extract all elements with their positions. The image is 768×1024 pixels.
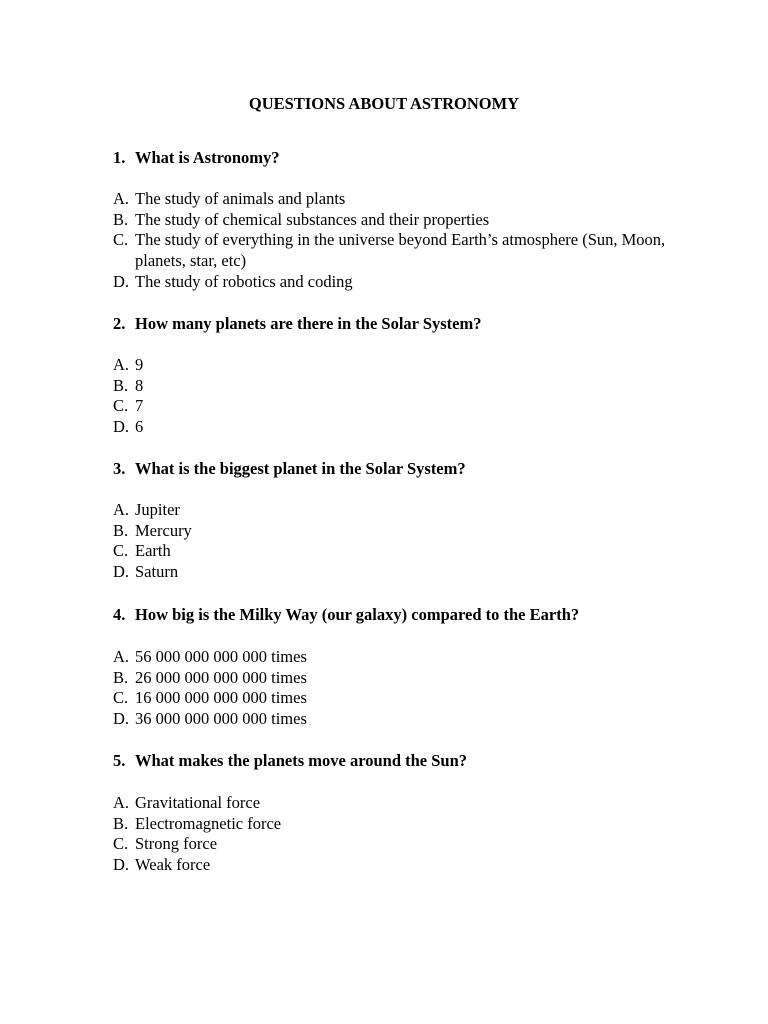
question-3-options <box>113 500 673 583</box>
option-letter: B. <box>113 520 129 540</box>
option-letter: A. <box>113 647 130 666</box>
question-4-options <box>113 647 673 730</box>
option-text: The study of animals and plants <box>135 189 346 208</box>
option-letter: D. <box>113 709 130 729</box>
option-item <box>113 210 673 231</box>
option-text: Mercury <box>135 520 192 540</box>
option-text: The study of robotics and coding <box>135 271 353 291</box>
option-item <box>113 834 673 855</box>
question-number: 4. <box>113 605 126 624</box>
option-letter: D. <box>113 855 130 875</box>
option-text: Weak force <box>135 855 211 875</box>
option-letter: B. <box>113 209 129 229</box>
option-text: Saturn <box>135 562 179 582</box>
question-number: 2. <box>113 314 126 333</box>
question-2-options <box>113 355 673 438</box>
question-5-options <box>113 793 673 876</box>
option-text: Strong force <box>135 834 218 854</box>
option-letter: B. <box>113 667 129 687</box>
option-item <box>113 355 673 376</box>
option-text: 6 <box>135 417 144 437</box>
option-item <box>113 855 673 876</box>
option-letter: D. <box>113 562 130 582</box>
option-letter: D. <box>113 417 130 437</box>
option-item <box>113 709 673 730</box>
option-text: 16 000 000 000 000 times <box>135 688 307 708</box>
option-text: Electromagnetic force <box>135 813 282 833</box>
option-item <box>113 521 673 542</box>
option-item <box>113 793 673 814</box>
option-letter: D. <box>113 271 130 291</box>
option-item <box>113 230 673 271</box>
question-5 <box>113 751 713 771</box>
question-1 <box>113 148 713 168</box>
option-letter: C. <box>113 834 129 854</box>
question-text: What is the biggest planet in the Solar System? <box>135 459 466 478</box>
option-letter: A. <box>113 189 130 208</box>
option-item <box>113 562 673 583</box>
question-1-options <box>113 189 673 293</box>
question-2 <box>113 314 713 334</box>
question-text: How big is the Milky Way (our galaxy) compared to the Earth? <box>135 605 580 624</box>
option-letter: C. <box>113 541 129 561</box>
question-number: 3. <box>113 459 126 478</box>
option-item <box>113 396 673 417</box>
option-letter: B. <box>113 375 129 395</box>
option-text: 8 <box>135 375 144 395</box>
option-letter: A. <box>113 793 130 812</box>
option-text: 9 <box>135 355 144 374</box>
question-text: What makes the planets move around the Sun? <box>135 751 468 770</box>
option-item <box>113 688 673 709</box>
option-letter: C. <box>113 396 129 416</box>
page-title: QUESTIONS ABOUT ASTRONOMY <box>248 94 520 113</box>
option-item <box>113 814 673 835</box>
option-text: The study of everything in the universe beyond Earth’s atmosphere (Sun, Moon, planets, star, etc) <box>135 230 666 271</box>
option-item <box>113 417 673 438</box>
question-4 <box>113 605 713 625</box>
option-item <box>113 668 673 689</box>
option-text: Earth <box>135 541 171 561</box>
option-text: 56 000 000 000 000 times <box>135 647 307 666</box>
question-number: 1. <box>113 148 126 167</box>
question-number: 5. <box>113 751 126 770</box>
option-letter: A. <box>113 355 130 374</box>
option-text: 26 000 000 000 000 times <box>135 667 307 687</box>
option-letter: A. <box>113 500 130 519</box>
option-text: 36 000 000 000 000 times <box>135 709 307 729</box>
option-item <box>113 376 673 397</box>
option-letter: C. <box>113 688 129 708</box>
question-3 <box>113 459 713 479</box>
option-text: Gravitational force <box>135 793 261 812</box>
question-text: How many planets are there in the Solar System? <box>135 314 482 333</box>
option-item <box>113 500 673 521</box>
option-item <box>113 189 673 210</box>
option-item <box>113 541 673 562</box>
option-letter: B. <box>113 813 129 833</box>
option-item <box>113 647 673 668</box>
option-text: Jupiter <box>135 500 180 519</box>
option-text: 7 <box>135 396 144 416</box>
question-text: What is Astronomy? <box>135 148 280 167</box>
option-item <box>113 272 673 293</box>
option-text: The study of chemical substances and their properties <box>135 209 490 229</box>
option-letter: C. <box>113 230 129 250</box>
